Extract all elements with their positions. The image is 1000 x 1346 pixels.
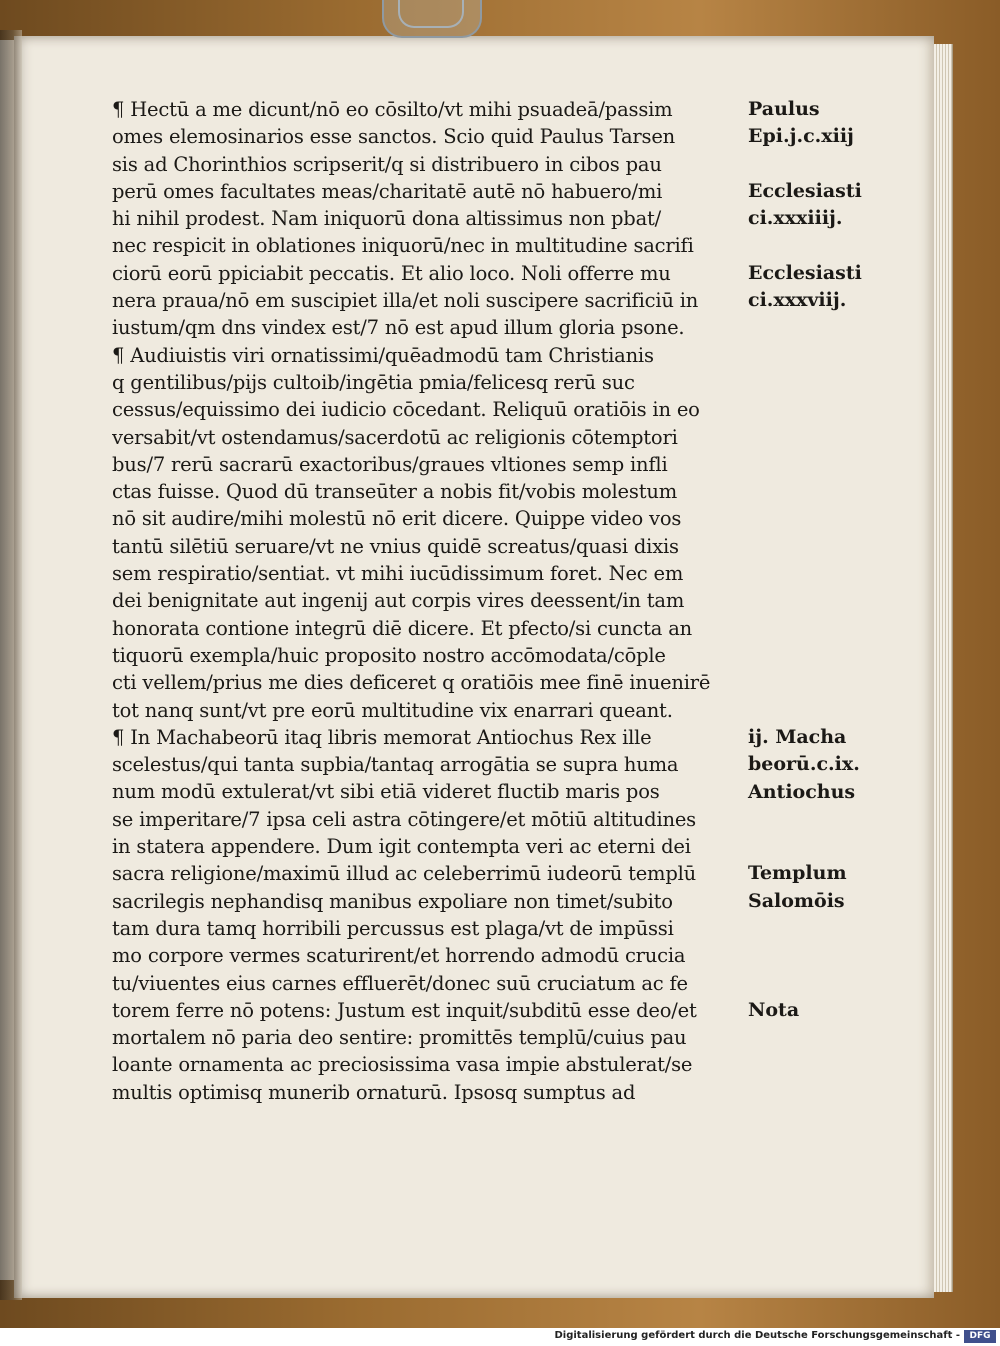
text-line: cti vellem/prius me dies deficeret q oratiōis mee finē inuenirē bbox=[112, 671, 711, 695]
margin-note: Ecclesiasti bbox=[748, 179, 862, 202]
text-line: ¶ Hectū a me dicunt/nō eo cōsilto/vt mihi psuadeā/passim bbox=[112, 98, 673, 121]
funding-credit: Digitalisierung gefördert durch die Deutsche Forschungsgemeinschaft - bbox=[554, 1330, 960, 1341]
margin-note: Antiochus bbox=[748, 780, 856, 803]
margin-note: Paulus bbox=[748, 98, 820, 120]
text-line: sis ad Chorinthios scripserit/q si distribuero in cibos pau bbox=[112, 152, 662, 176]
page-edges bbox=[934, 44, 953, 1292]
text-line: perū omes facultates meas/charitatē autē nō habuero/mi bbox=[112, 179, 663, 203]
body-text-block bbox=[112, 96, 752, 1106]
text-line: mo corpore vermes scaturirent/et horrendo admodū crucia bbox=[112, 944, 686, 968]
text-line: iustum/qm dns vindex est/7 nō est apud illum gloria psone. bbox=[112, 316, 685, 340]
text-line: mortalem nō paria deo sentire: promittēs templū/cuius pau bbox=[112, 1026, 687, 1050]
margin-note: ci.xxxviij. bbox=[748, 289, 847, 312]
text-line: sem respiratio/sentiat. vt mihi iucūdissimum foret. Nec em bbox=[112, 562, 684, 586]
dfg-logo: DFG bbox=[964, 1330, 996, 1343]
margin-note: ci.xxxiiij. bbox=[748, 207, 843, 230]
text-line: nera praua/nō em suscipiet illa/et noli suscipere sacrificiū in bbox=[112, 289, 699, 313]
text-line: ¶ In Machabeorū itaq libris memorat Antiochus Rex ille bbox=[112, 725, 652, 749]
text-line: sacrilegis nephandisq manibus expoliare non timet/subito bbox=[112, 889, 673, 913]
text-line: sacra religione/maximū illud ac celeberrimū iudeorū templū bbox=[112, 862, 697, 886]
text-line: multis optimisq munerib ornaturū. Ipsosq sumptus ad bbox=[112, 1080, 636, 1104]
text-line: loante ornamenta ac preciosissima vasa impie abstulerat/se bbox=[112, 1053, 693, 1077]
text-line: q gentilibus/pijs cultoib/ingētia pmia/felicesq rerū suc bbox=[112, 370, 635, 394]
text-line: ctas fuisse. Quod dū transeūter a nobis fit/vobis molestum bbox=[112, 480, 677, 504]
text-line: tot nanq sunt/vt pre eorū multitudine vix enarrari queant. bbox=[112, 698, 673, 722]
margin-note: ij. Macha bbox=[748, 725, 847, 748]
text-line: dei benignitate aut ingenij aut corpis vires deessent/in tam bbox=[112, 589, 685, 613]
text-line: tu/viuentes eius carnes effluerēt/donec suū cruciatum ac fe bbox=[112, 971, 688, 995]
text-line: se imperitare/7 ipsa celi astra cōtingere/et mōtiū altitudines bbox=[112, 807, 696, 831]
text-line: omes elemosinarios esse sanctos. Scio quid Paulus Tarsen bbox=[112, 125, 676, 149]
margin-note: Ecclesiasti bbox=[748, 261, 862, 284]
text-line: nō sit audire/mihi molestū nō erit dicere. Quippe video vos bbox=[112, 507, 682, 531]
footer-bar bbox=[0, 1328, 1000, 1346]
text-line: nec respicit in oblationes iniquorū/nec in multitudine sacrifi bbox=[112, 234, 694, 258]
text-line: ¶ Audiuistis viri ornatissimi/quēadmodū tam Christianis bbox=[112, 343, 654, 367]
text-line: versabit/vt ostendamus/sacerdotū ac religionis cōtemptori bbox=[112, 425, 678, 449]
text-line: bus/7 rerū sacrarū exactoribus/graues vltiones semp infli bbox=[112, 452, 668, 476]
margin-note: Nota bbox=[748, 998, 800, 1021]
text-line: in statera appendere. Dum igit contempta veri ac eterni dei bbox=[112, 835, 691, 859]
margin-note: beorū.c.ix. bbox=[748, 753, 860, 776]
margin-note: Salomōis bbox=[748, 889, 845, 912]
margin-note: Templum bbox=[748, 862, 847, 885]
text-line: tiquorū exempla/huic proposito nostro accōmodata/cōple bbox=[112, 643, 666, 667]
text-line: torem ferre nō potens: Justum est inquit/subditū esse deo/et bbox=[112, 998, 697, 1022]
text-line: tantū silētiū seruare/vt ne vnius quidē screatus/quasi dixis bbox=[112, 534, 679, 558]
text-line: tam dura tamq horribili percussus est plaga/vt de impūssi bbox=[112, 916, 674, 940]
text-line: hi nihil prodest. Nam iniquorū dona altissimus non pbat/ bbox=[112, 207, 661, 231]
book-gutter bbox=[0, 30, 22, 1300]
text-line: honorata contione integrū diē dicere. Et pfecto/si cuncta an bbox=[112, 616, 692, 640]
text-line: ciorū eorū ppiciabit peccatis. Et alio loco. Noli offerre mu bbox=[112, 261, 671, 285]
page-clip-inner bbox=[398, 0, 464, 28]
text-line: scelestus/qui tanta supbia/tantaq arrogātia se supra huma bbox=[112, 753, 679, 777]
text-line: num modū extulerat/vt sibi etiā videret fluctib maris pos bbox=[112, 780, 660, 804]
text-line: cessus/equissimo dei iudicio cōcedant. Reliquū oratiōis in eo bbox=[112, 398, 700, 422]
margin-note: Epi.j.c.xiij bbox=[748, 125, 854, 148]
